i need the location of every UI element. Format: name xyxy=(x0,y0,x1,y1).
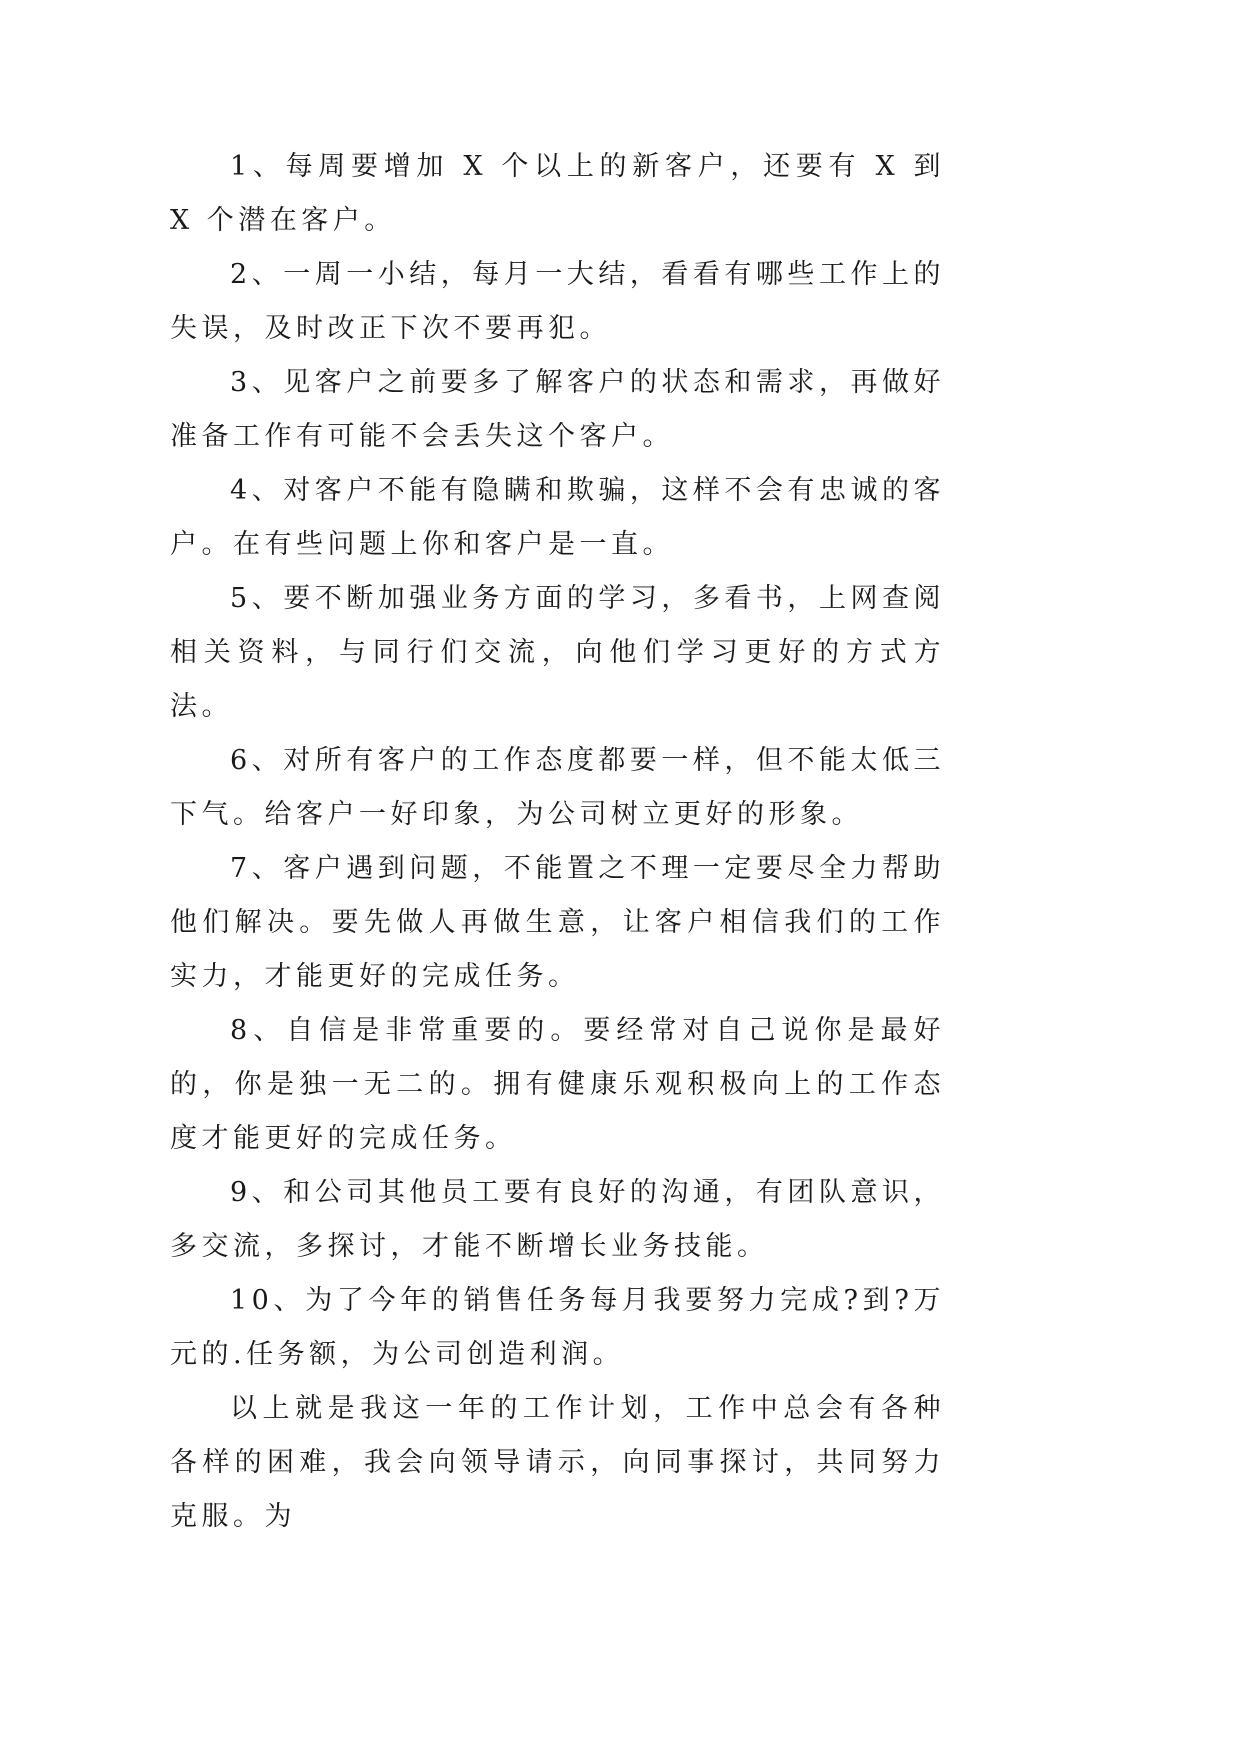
paragraph-closing: 以上就是我这一年的工作计划，工作中总会有各种各样的困难，我会向领导请示，向同事探讨，共同努力克服。为 xyxy=(170,1393,945,1532)
paragraph-item-9: 9、和公司其他员工要有良好的沟通，有团队意识，多交流，多探讨，才能不断增长业务技能。 xyxy=(170,1177,945,1262)
paragraph-item-6: 6、对所有客户的工作态度都要一样，但不能太低三下气。给客户一好印象，为公司树立更好的形象。 xyxy=(170,745,945,830)
paragraph-item-3: 3、见客户之前要多了解客户的状态和需求，再做好准备工作有可能不会丢失这个客户。 xyxy=(170,367,945,452)
paragraph-item-7: 7、客户遇到问题，不能置之不理一定要尽全力帮助他们解决。要先做人再做生意，让客户相信我们的工作实力，才能更好的完成任务。 xyxy=(170,853,945,992)
paragraph-item-10: 10、为了今年的销售任务每月我要努力完成?到?万元的.任务额，为公司创造利润。 xyxy=(170,1285,945,1370)
paragraph-item-8: 8、自信是非常重要的。要经常对自己说你是最好的，你是独一无二的。拥有健康乐观积极向上的工作态度才能更好的完成任务。 xyxy=(170,1015,945,1154)
paragraph-item-1: 1、每周要增加 X 个以上的新客户，还要有 X 到 X 个潜在客户。 xyxy=(170,151,945,236)
document-body xyxy=(170,140,945,1544)
paragraph-item-5: 5、要不断加强业务方面的学习，多看书，上网查阅相关资料，与同行们交流，向他们学习更好的方式方法。 xyxy=(170,583,945,722)
paragraph-item-4: 4、对客户不能有隐瞒和欺骗，这样不会有忠诚的客户。在有些问题上你和客户是一直。 xyxy=(170,475,945,560)
paragraph-item-2: 2、一周一小结，每月一大结，看看有哪些工作上的失误，及时改正下次不要再犯。 xyxy=(170,259,945,344)
